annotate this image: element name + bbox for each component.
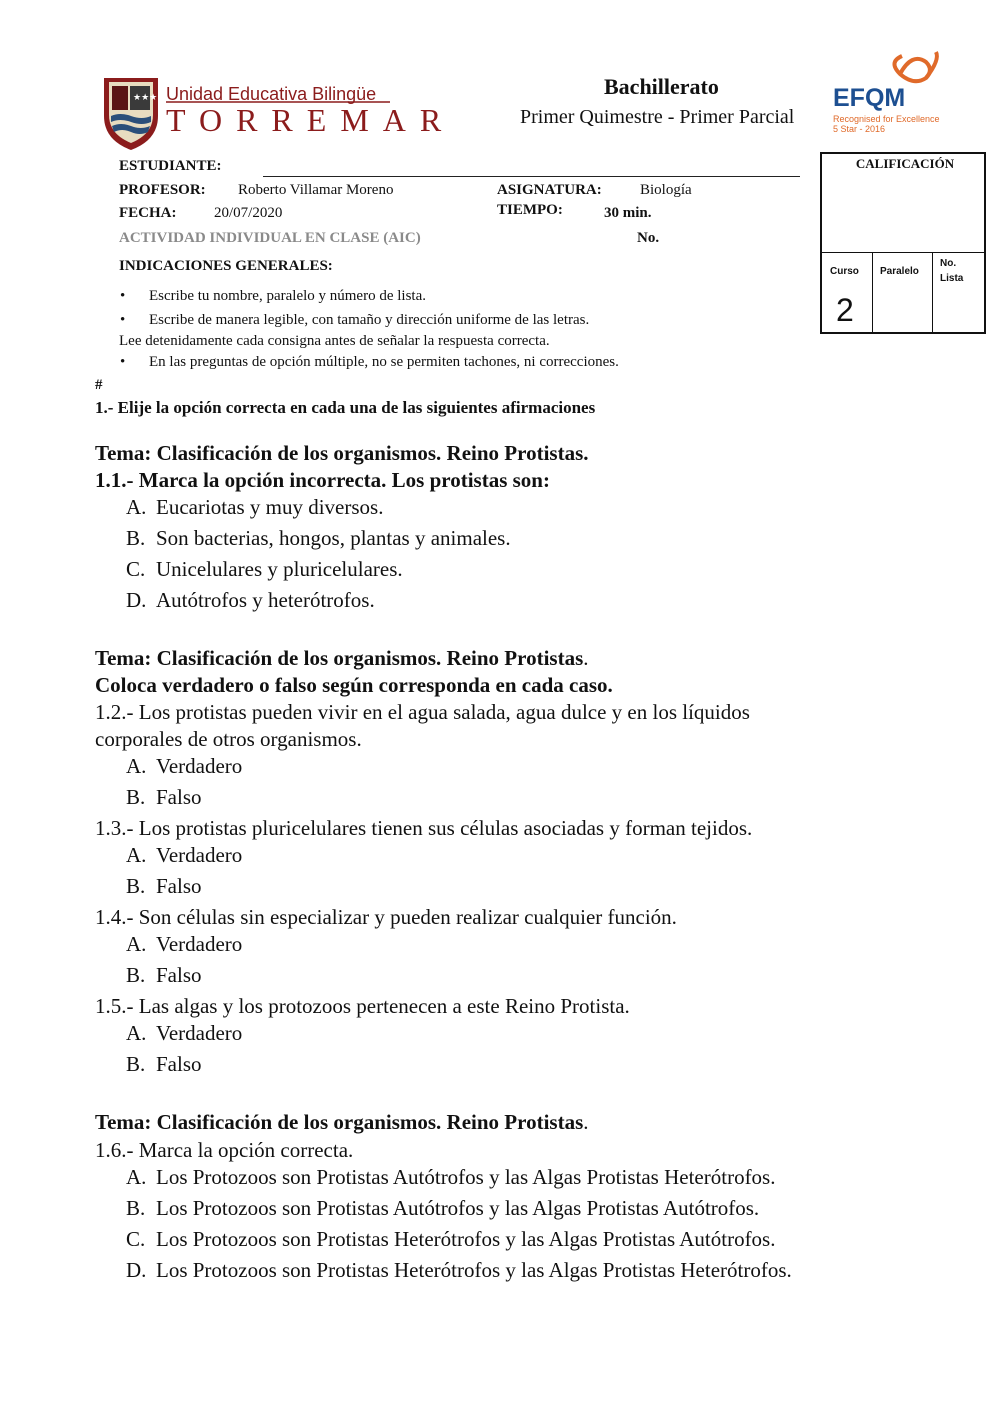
option-text[interactable]: Unicelulares y pluricelulares. xyxy=(156,557,403,581)
course-value: 2 xyxy=(836,292,854,328)
section-title: 1.- Elije la opción correcta en cada una de las siguientes afirmaciones xyxy=(95,398,596,417)
instruction-item: Escribe tu nombre, paralelo y número de lista. xyxy=(149,288,426,304)
bullet-icon: • xyxy=(120,354,126,370)
option-letter[interactable]: A. xyxy=(126,843,147,867)
option-letter[interactable]: B. xyxy=(126,874,146,898)
grade-divider xyxy=(822,252,984,253)
question-1-1-stem: 1.1.- Marca la opción incorrecta. Los protistas son: xyxy=(95,468,550,492)
topic-heading xyxy=(95,646,589,671)
student-name-line[interactable] xyxy=(263,176,800,177)
hash-mark: # xyxy=(95,377,103,393)
svg-text:★★★: ★★★ xyxy=(133,92,158,102)
activity-label: ACTIVIDAD INDIVIDUAL EN CLASE (AIC) xyxy=(119,230,421,246)
grade-divider xyxy=(932,252,933,334)
option-text[interactable]: Falso xyxy=(156,963,202,987)
topic-heading: Tema: Clasificación de los organismos. Reino Protistas. xyxy=(95,441,589,465)
topic-heading-dot: . xyxy=(583,646,589,670)
option-text[interactable]: Verdadero xyxy=(156,932,243,956)
topic-heading-text: Tema: Clasificación de los organismos. Reino Protistas xyxy=(95,1110,584,1134)
question-1-6-stem: 1.6.- Marca la opción correcta. xyxy=(95,1138,354,1162)
option-text[interactable]: Los Protozoos son Protistas Heterótrofos y las Algas Protistas Heterótrofos. xyxy=(156,1258,792,1282)
topic-heading-text: Tema: Clasificación de los organismos. Reino Protistas xyxy=(95,646,584,670)
instruction-item: En las preguntas de opción múltiple, no se permiten tachones, ni correcciones. xyxy=(149,354,619,370)
list-label-line2: Lista xyxy=(940,273,964,284)
efqm-brand: EFQM xyxy=(833,84,906,112)
option-letter[interactable]: B. xyxy=(126,526,146,550)
option-letter[interactable]: A. xyxy=(126,495,147,519)
option-text[interactable]: Falso xyxy=(156,785,202,809)
option-text[interactable]: Verdadero xyxy=(156,754,243,778)
date-value: 20/07/2020 xyxy=(214,205,283,221)
option-letter[interactable]: C. xyxy=(126,557,146,581)
option-text[interactable]: Los Protozoos son Protistas Autótrofos y las Algas Protistas Autótrofos. xyxy=(156,1196,760,1220)
grade-divider xyxy=(872,252,873,334)
subject-value: Biología xyxy=(640,182,692,198)
option-letter[interactable]: B. xyxy=(126,1052,146,1076)
option-letter[interactable]: B. xyxy=(126,785,146,809)
subject-label: ASIGNATURA: xyxy=(497,182,602,198)
question-1-4: 1.4.- Son células sin especializar y pueden realizar cualquier función. xyxy=(95,905,677,929)
option-letter[interactable]: D. xyxy=(126,588,147,612)
teacher-value: Roberto Villamar Moreno xyxy=(238,182,394,198)
option-letter[interactable]: A. xyxy=(126,1165,147,1189)
option-text[interactable]: Autótrofos y heterótrofos. xyxy=(156,588,375,612)
instruction-item: Lee detenidamente cada consigna antes de señalar la respuesta correcta. xyxy=(119,333,550,349)
option-letter[interactable]: A. xyxy=(126,754,147,778)
grade-box xyxy=(820,152,986,334)
instruction-item: Escribe de manera legible, con tamaño y dirección uniforme de las letras. xyxy=(149,312,590,328)
option-letter[interactable]: A. xyxy=(126,1021,147,1045)
topic-heading xyxy=(95,1110,589,1135)
bullet-icon: • xyxy=(120,288,126,304)
option-text[interactable]: Falso xyxy=(156,1052,202,1076)
number-label: No. xyxy=(637,230,660,246)
bullet-icon: • xyxy=(120,312,126,328)
option-letter[interactable]: B. xyxy=(126,1196,146,1220)
student-label: ESTUDIANTE: xyxy=(119,158,222,174)
question-1-2-line2: corporales de otros organismos. xyxy=(95,727,362,751)
time-label: TIEMPO: xyxy=(497,202,563,218)
date-label: FECHA: xyxy=(119,205,177,221)
period-title: Primer Quimestre - Primer Parcial xyxy=(520,106,795,128)
option-text[interactable]: Falso xyxy=(156,874,202,898)
question-1-3: 1.3.- Los protistas pluricelulares tienen sus células asociadas y forman tejidos. xyxy=(95,816,753,840)
option-text[interactable]: Los Protozoos son Protistas Heterótrofos y las Algas Protistas Autótrofos. xyxy=(156,1227,776,1251)
topic-heading-dot: . xyxy=(583,1110,589,1134)
course-label: Curso xyxy=(830,266,859,277)
level-title: Bachillerato xyxy=(604,74,719,99)
option-text[interactable]: Eucariotas y muy diversos. xyxy=(156,495,384,519)
school-name-line1: Unidad Educativa Bilingüe xyxy=(166,84,377,104)
option-text[interactable]: Son bacterias, hongos, plantas y animales. xyxy=(156,526,511,550)
option-text[interactable]: Los Protozoos son Protistas Autótrofos y las Algas Protistas Heterótrofos. xyxy=(156,1165,776,1189)
option-letter[interactable]: C. xyxy=(126,1227,146,1251)
parallel-label: Paralelo xyxy=(880,266,919,277)
school-name-line2: TORREMAR xyxy=(166,102,456,138)
efqm-tagline: Recognised for Excellence xyxy=(833,114,940,124)
instructions-title: INDICACIONES GENERALES: xyxy=(119,258,333,274)
option-letter[interactable]: A. xyxy=(126,932,147,956)
question-1-5: 1.5.- Las algas y los protozoos pertenecen a este Reino Protista. xyxy=(95,994,630,1018)
question-1-2-line1: 1.2.- Los protistas pueden vivir en el agua salada, agua dulce y en los líquidos xyxy=(95,700,750,724)
grade-title: CALIFICACIÓN xyxy=(855,156,955,171)
option-text[interactable]: Verdadero xyxy=(156,1021,243,1045)
true-false-instruction: Coloca verdadero o falso según corresponda en cada caso. xyxy=(95,673,613,697)
teacher-label: PROFESOR: xyxy=(119,182,206,198)
efqm-rating: 5 Star - 2016 xyxy=(833,124,886,134)
list-label-line1: No. xyxy=(940,258,957,269)
option-letter[interactable]: D. xyxy=(126,1258,147,1282)
option-letter[interactable]: B. xyxy=(126,963,146,987)
time-value: 30 min. xyxy=(604,205,652,221)
option-text[interactable]: Verdadero xyxy=(156,843,243,867)
